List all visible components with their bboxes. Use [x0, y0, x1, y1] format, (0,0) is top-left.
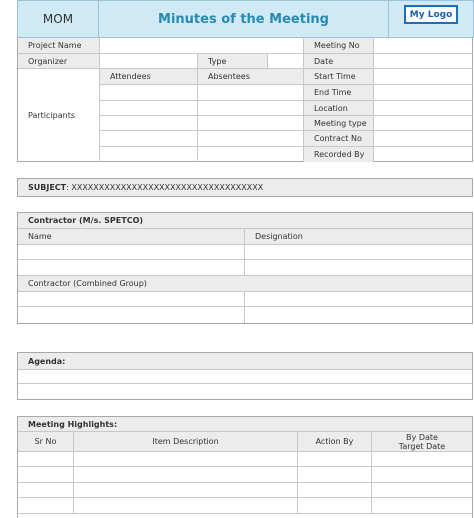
group-name-row[interactable] — [18, 307, 245, 323]
target-date-cell[interactable] — [372, 483, 472, 498]
project-name-field[interactable] — [100, 38, 304, 54]
end-time-label: End Time — [304, 85, 374, 101]
subject-label: SUBJECT — [28, 183, 67, 192]
organizer-label: Organizer — [18, 54, 100, 69]
absentee-row[interactable] — [198, 116, 304, 131]
attendees-header: Attendees — [100, 69, 198, 85]
target-date-label: Target Date — [398, 441, 446, 451]
item-description-column-header: Item Description — [74, 432, 298, 452]
absentee-row[interactable] — [198, 131, 304, 147]
action-by-column-header: Action By — [298, 432, 372, 452]
company-logo: My Logo — [404, 5, 458, 24]
contractor-designation-row[interactable] — [245, 260, 472, 276]
organizer-field[interactable] — [100, 54, 198, 69]
attendee-row[interactable] — [100, 147, 198, 162]
attendee-row[interactable] — [100, 116, 198, 131]
contractor-section — [17, 212, 473, 324]
logo-area — [388, 0, 474, 38]
item-description-cell[interactable] — [74, 483, 298, 498]
by-date-label: By Date — [406, 432, 438, 442]
item-description-cell[interactable] — [74, 498, 298, 514]
target-date-cell[interactable] — [372, 467, 472, 483]
highlights-title: Meeting Highlights: — [18, 417, 472, 432]
target-date-cell[interactable] — [372, 498, 472, 514]
attendee-row[interactable] — [100, 85, 198, 101]
meeting-type-field[interactable] — [374, 116, 473, 131]
recorded-by-field[interactable] — [374, 147, 473, 162]
absentee-row[interactable] — [198, 101, 304, 116]
sr-no-column-header: Sr No — [18, 432, 74, 452]
participants-label: Participants — [18, 69, 100, 162]
absentee-row[interactable] — [198, 85, 304, 101]
designation-column-header: Designation — [245, 229, 472, 245]
contract-no-label: Contract No — [304, 131, 374, 147]
date-field[interactable] — [374, 54, 473, 69]
item-description-cell[interactable] — [74, 467, 298, 483]
type-field[interactable] — [268, 54, 304, 69]
group-designation-row[interactable] — [245, 292, 472, 307]
project-name-label: Project Name — [18, 38, 100, 54]
attendee-row[interactable] — [100, 131, 198, 147]
subject-value: : XXXXXXXXXXXXXXXXXXXXXXXXXXXXXXXXXXX — [66, 183, 264, 192]
group-name-row[interactable] — [18, 292, 245, 307]
contract-no-field[interactable] — [374, 131, 473, 147]
start-time-field[interactable] — [374, 69, 473, 85]
start-time-label: Start Time — [304, 69, 374, 85]
agenda-title: Agenda: — [18, 353, 472, 370]
sr-no-cell[interactable] — [18, 498, 74, 514]
absentee-row[interactable] — [198, 147, 304, 162]
recorded-by-label: Recorded By — [304, 147, 374, 162]
contractor-designation-row[interactable] — [245, 245, 472, 260]
agenda-section — [17, 352, 473, 400]
contractor-name-row[interactable] — [18, 245, 245, 260]
meeting-highlights-section — [17, 416, 473, 518]
group-designation-row[interactable] — [245, 307, 472, 323]
sr-no-cell[interactable] — [18, 483, 74, 498]
target-date-column-header — [372, 432, 472, 452]
action-by-cell[interactable] — [298, 498, 372, 514]
sr-no-cell[interactable] — [18, 467, 74, 483]
absentees-header: Absentees — [198, 69, 304, 85]
date-label: Date — [304, 54, 374, 69]
sr-no-cell[interactable] — [18, 452, 74, 467]
action-by-cell[interactable] — [298, 467, 372, 483]
page-title: Minutes of the Meeting — [99, 0, 388, 38]
type-label: Type — [198, 54, 268, 69]
location-label: Location — [304, 101, 374, 116]
target-date-cell[interactable] — [372, 452, 472, 467]
attendee-row[interactable] — [100, 101, 198, 116]
meeting-no-field[interactable] — [374, 38, 473, 54]
location-field[interactable] — [374, 101, 473, 116]
end-time-field[interactable] — [374, 85, 473, 101]
agenda-row[interactable] — [18, 384, 472, 399]
contractor-group-title: Contractor (Combined Group) — [18, 276, 472, 292]
agenda-row[interactable] — [18, 370, 472, 384]
action-by-cell[interactable] — [298, 452, 372, 467]
header-bar — [17, 0, 474, 38]
contractor-name-row[interactable] — [18, 260, 245, 276]
name-column-header: Name — [18, 229, 245, 245]
subject-bar[interactable] — [17, 178, 473, 197]
contractor-title: Contractor (M/s. SPETCO) — [18, 213, 472, 229]
meeting-no-label: Meeting No — [304, 38, 374, 54]
mom-label: MOM — [17, 0, 99, 38]
item-description-cell[interactable] — [74, 452, 298, 467]
meeting-type-label: Meeting type — [304, 116, 374, 131]
meeting-info-table — [17, 38, 473, 162]
action-by-cell[interactable] — [298, 483, 372, 498]
